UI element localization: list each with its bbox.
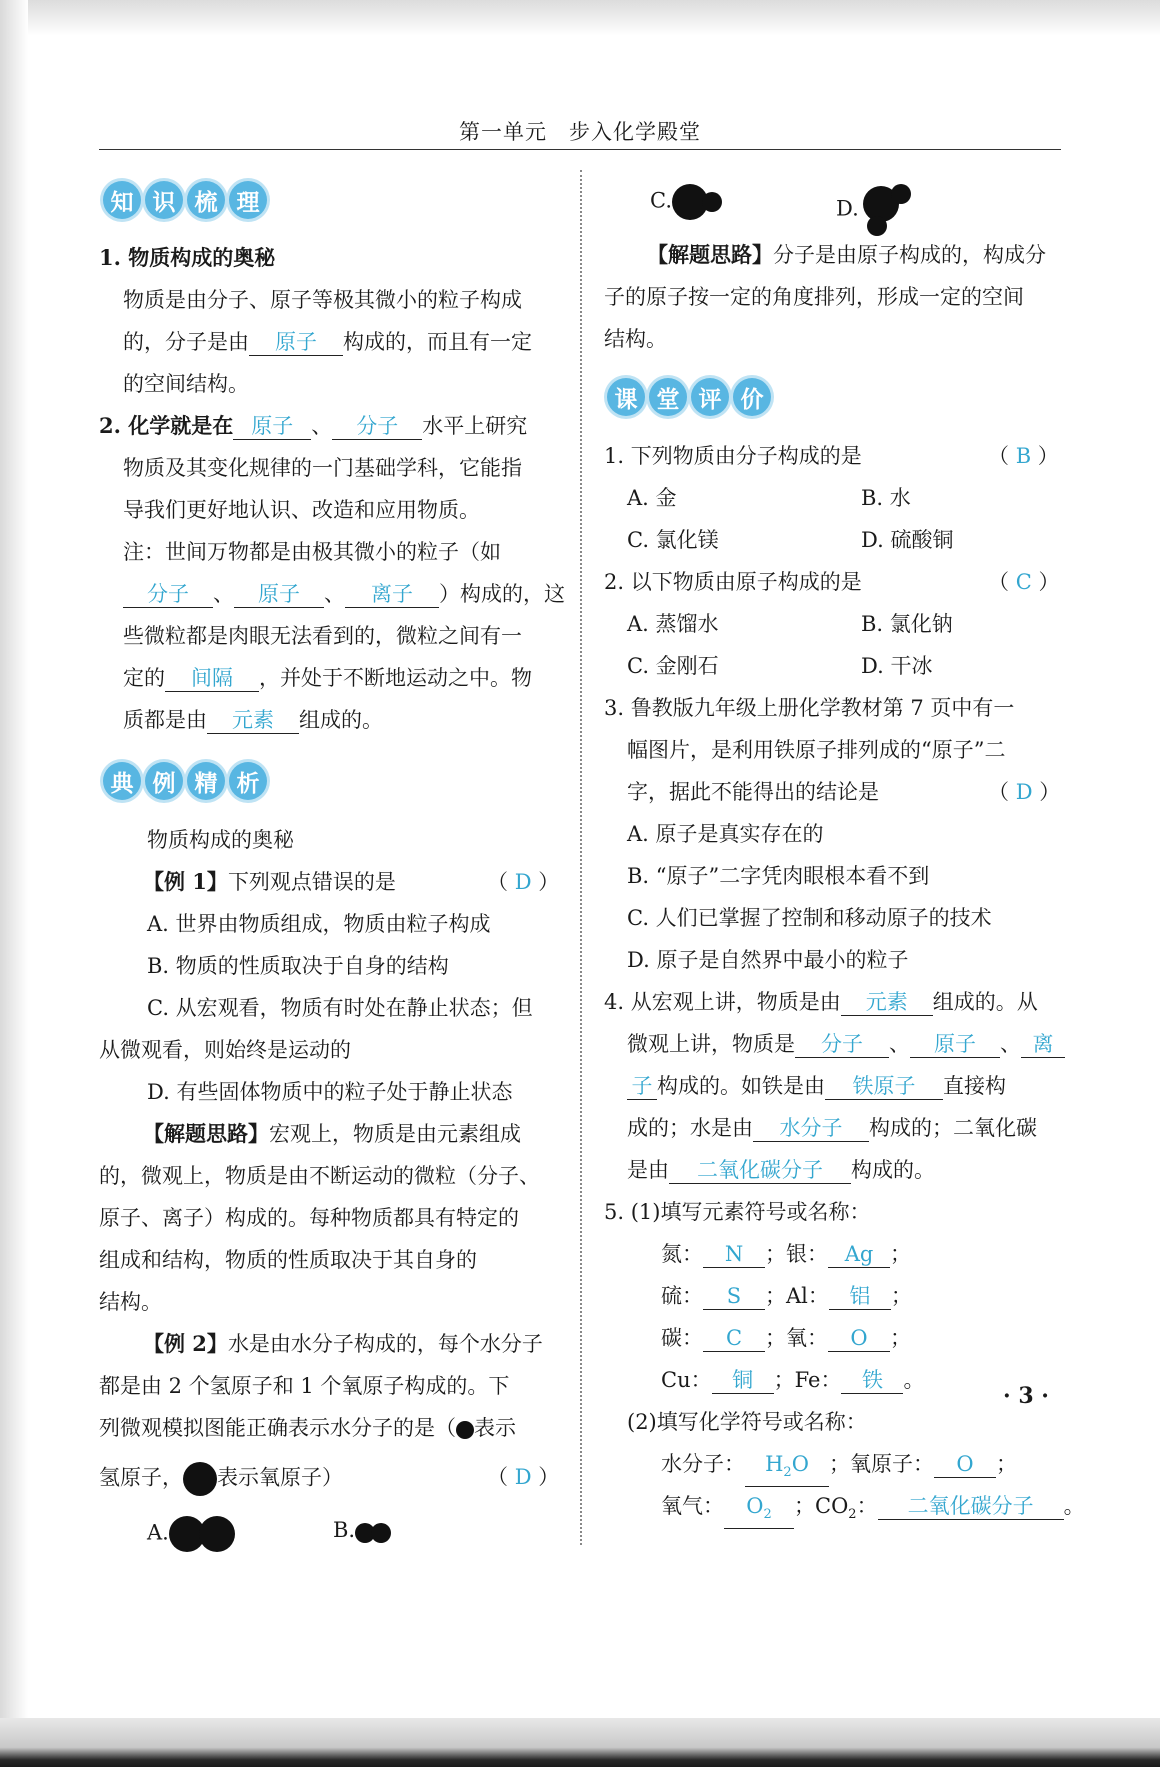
option-line: D. 有些固体物质中的粒子处于静止状态 [147, 1080, 513, 1104]
answer-blank: 分子 [332, 413, 422, 440]
answer-blank: Ag [828, 1241, 890, 1268]
note-line: 定的 间隔 ，并处于不断地运动之中。物 [123, 666, 532, 690]
option-line: 从微观看，则始终是运动的 [99, 1038, 351, 1062]
badge-char: 典 [103, 762, 141, 800]
knowledge-item2: 2. 化学就是在 原子 、 分子 水平上研究 [99, 413, 528, 438]
option-line: A. 世界由物质组成，物质由粒子构成 [147, 912, 491, 936]
eval-q5-part2: (2)填写化学符号或名称： [627, 1410, 867, 1434]
answer-blank: 铜 [712, 1367, 774, 1394]
eval-q4-line: 是由 二氧化碳分子 构成的。 [627, 1158, 935, 1182]
eval-q4-line: 微观上讲，物质是 分子 、 原子 、 离 [627, 1030, 1065, 1058]
model-option-d: D. [836, 184, 915, 236]
answer-blank: N [703, 1241, 765, 1268]
eval-q1: 1. 下列物质由分子构成的是 [604, 444, 862, 468]
text-line: 的空间结构。 [123, 372, 249, 396]
answer-blank: S [703, 1283, 765, 1310]
eval-q5-part1: 5. (1)填写元素符号或名称： [604, 1200, 871, 1224]
solution-line: 结构。 [99, 1290, 162, 1314]
page-shadow-top [0, 0, 1160, 36]
solution-line: 组成和结构，物质的性质取决于其自身的 [99, 1248, 477, 1272]
example2-line: 都是由 2 个氢原子和 1 个氧原子构成的。下 [99, 1374, 510, 1398]
option: B. “原子”二字凭肉眼根本看不到 [627, 864, 930, 888]
answer-blank: 原子 [249, 329, 343, 356]
fill-row: 硫： S ；Al： 铝 ； [661, 1284, 912, 1308]
note-line: 分子 、 原子 、 离子 ）构成的，这 [123, 580, 565, 608]
answer-blank: 分子 [123, 581, 213, 608]
answer-blank: 铝 [829, 1283, 891, 1310]
answer-blank: O [828, 1325, 890, 1352]
answer-blank: 元素 [841, 989, 933, 1016]
solution1: 【解题思路】宏观上，物质是由元素组成 [143, 1121, 521, 1146]
option: D. 硫酸铜 [861, 528, 954, 552]
model-option-b: B. [333, 1516, 395, 1544]
badge-char: 梳 [187, 181, 225, 219]
badge-char: 堂 [649, 378, 687, 416]
answer-blank: C [703, 1325, 765, 1352]
note-line: 质都是由 元素 组成的。 [123, 708, 383, 732]
molecule-large-small-icon [672, 184, 724, 220]
section-badge-knowledge [103, 181, 267, 219]
eval-q2: 2. 以下物质由原子构成的是 [604, 570, 862, 594]
fill-row: Cu： 铜 ；Fe： 铁 。 [661, 1368, 925, 1392]
small-atom-icon [456, 1421, 474, 1439]
answer-blank: 离子 [345, 581, 439, 608]
solution2: 【解题思路】分子是由原子构成的，构成分 [647, 242, 1046, 267]
text-line: 物质及其变化规律的一门基础学科，它能指 [123, 456, 522, 480]
molecule-large-large-icon [169, 1516, 239, 1552]
column-divider [580, 170, 582, 1545]
eval-q3: 3. 鲁教版九年级上册化学教材第 7 页中有一 [604, 696, 1015, 720]
fill-row: 氧气： $O_2$ ；$CO_2$： 二氧化碳分子 。 [661, 1492, 1085, 1529]
option: A. 金 [627, 486, 677, 510]
eval-q4: 4. 从宏观上讲，物质是由 元素 组成的。从 [604, 990, 1038, 1014]
badge-char: 价 [733, 378, 771, 416]
option-line: C. 从宏观看，物质有时处在静止状态；但 [147, 996, 533, 1020]
example-topic: 物质构成的奥秘 [147, 828, 294, 852]
answer-blank: 原子 [910, 1031, 1000, 1058]
eval-q3-line: 字，据此不能得出的结论是 [627, 780, 879, 804]
note-line: 些微粒都是肉眼无法看到的，微粒之间有一 [123, 624, 522, 648]
text-line: 导我们更好地认识、改造和应用物质。 [123, 498, 480, 522]
page-number: · 3 · [1003, 1383, 1049, 1409]
running-header: 第一单元 步入化学殿堂 [459, 120, 701, 144]
badge-char: 精 [187, 762, 225, 800]
eval-q2-answer: （ C ） [988, 570, 1060, 594]
answer-blank: 二氧化碳分子 [669, 1157, 851, 1184]
section-badge-class-eval [607, 378, 771, 416]
example1-question: 【例 1】下列观点错误的是 [143, 869, 396, 894]
page-shadow-bottom [0, 1718, 1160, 1767]
example2-question: 【例 2】水是由水分子构成的，每个水分子 [143, 1331, 543, 1356]
answer-blank: 二氧化碳分子 [878, 1493, 1064, 1520]
answer-blank: $H_2O$ [745, 1451, 829, 1487]
text-line: 物质是由分子、原子等极其微小的粒子构成 [123, 288, 522, 312]
answer-blank: 元素 [207, 707, 299, 734]
badge-char: 评 [691, 378, 729, 416]
eval-q4-line: 成的；水是由 水分子 构成的；二氧化碳 [627, 1116, 1037, 1140]
model-option-a: A. [147, 1516, 239, 1552]
eval-q4-line: 子 构成的。如铁是由 铁原子 直接构 [627, 1072, 1006, 1100]
molecule-small-small-icon [355, 1521, 395, 1543]
fill-row: 水分子： $H_2O$ ；氧原子： O ； [661, 1450, 1017, 1487]
option: D. 干冰 [861, 654, 933, 678]
eval-q3-answer: （ D ） [988, 780, 1061, 804]
answer-blank: 原子 [233, 413, 311, 440]
answer-blank: 分子 [795, 1031, 889, 1058]
option: B. 氯化钠 [861, 612, 953, 636]
section-badge-examples [103, 762, 267, 800]
knowledge-item1-title: 1. 物质构成的奥秘 [99, 245, 276, 270]
solution-line: 原子、离子）构成的。每种物质都具有特定的 [99, 1206, 519, 1230]
option: C. 金刚石 [627, 654, 719, 678]
note-line: 注：世间万物都是由极其微小的粒子（如 [123, 540, 501, 564]
option: A. 蒸馏水 [627, 612, 719, 636]
option: D. 原子是自然界中最小的粒子 [627, 948, 909, 972]
header-rule [99, 149, 1061, 150]
badge-char: 析 [229, 762, 267, 800]
example2-answer: （ D ） [487, 1465, 560, 1489]
badge-char: 例 [145, 762, 183, 800]
answer-blank: 水分子 [753, 1115, 869, 1142]
example2-line: 氢原子， 表示氧原子） [99, 1462, 343, 1496]
page-shadow-left [0, 0, 28, 1767]
large-atom-icon [183, 1462, 217, 1496]
badge-char: 知 [103, 181, 141, 219]
answer-blank: 子 [627, 1073, 657, 1100]
example1-answer: （ D ） [487, 870, 560, 894]
option-line: B. 物质的性质取决于自身的结构 [147, 954, 449, 978]
option: C. 人们已掌握了控制和移动原子的技术 [627, 906, 992, 930]
option: A. 原子是真实存在的 [627, 822, 824, 846]
fill-row: 氮： N ；银： Ag ； [661, 1242, 911, 1266]
badge-char: 理 [229, 181, 267, 219]
option: C. 氯化镁 [627, 528, 719, 552]
badge-char: 课 [607, 378, 645, 416]
answer-blank: 原子 [234, 581, 324, 608]
answer-blank: O [934, 1451, 996, 1478]
solution-line: 结构。 [604, 327, 667, 351]
fill-row: 碳： C ；氧： O ； [661, 1326, 911, 1350]
option: B. 水 [861, 486, 911, 510]
molecule-bent-water-icon [859, 184, 915, 236]
eval-q3-line: 幅图片，是利用铁原子排列成的“原子”二 [627, 738, 1006, 762]
example2-line: 列微观模拟图能正确表示水分子的是（ 表示 [99, 1416, 516, 1440]
solution-line: 子的原子按一定的角度排列，形成一定的空间 [604, 285, 1024, 309]
answer-blank: 间隔 [165, 665, 259, 692]
answer-blank: 铁原子 [825, 1073, 943, 1100]
answer-blank: 铁 [841, 1367, 903, 1394]
model-option-c: C. [650, 184, 724, 220]
badge-char: 识 [145, 181, 183, 219]
solution-line: 的，微观上，物质是由不断运动的微粒（分子、 [99, 1164, 540, 1188]
answer-blank: 离 [1021, 1031, 1065, 1058]
answer-blank: $O_2$ [724, 1493, 794, 1529]
eval-q1-answer: （ B ） [988, 444, 1059, 468]
text-line: 的，分子是由 原子 构成的，而且有一定 [123, 330, 532, 354]
